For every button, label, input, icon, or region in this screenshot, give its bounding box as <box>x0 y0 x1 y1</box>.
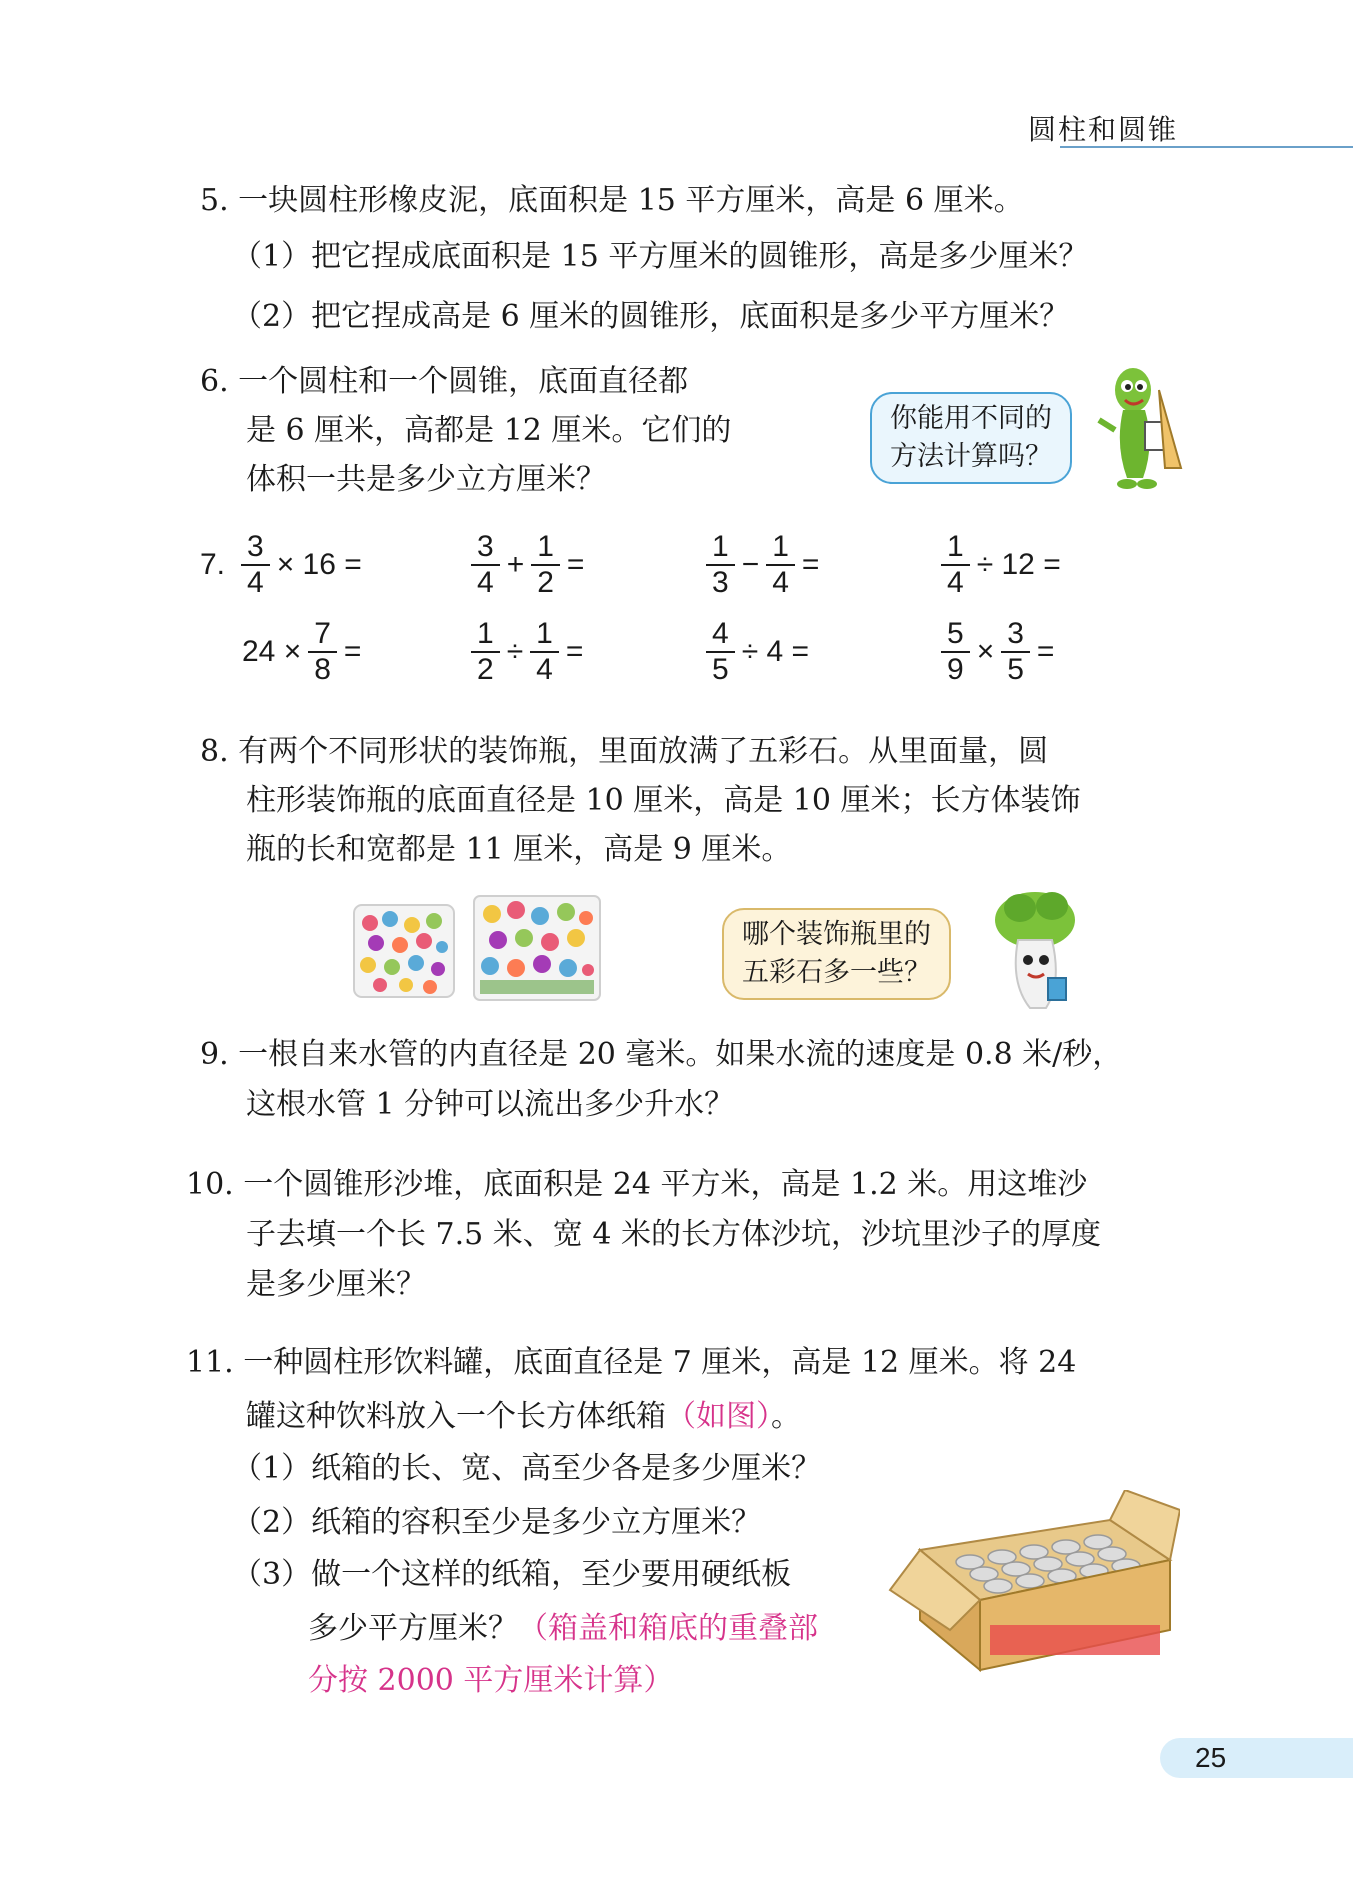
q7-expr2 <box>470 530 584 600</box>
q7-expr1 <box>240 530 362 600</box>
bubble-q8-line2: 五彩石多一些？ <box>742 957 931 988</box>
q10-line1: 10. 一个圆锥形沙堆，底面积是 24 平方米，高是 1.2 米。用这堆沙 <box>186 1167 1088 1202</box>
page-number: 25 <box>1195 1742 1227 1773</box>
q11-sub3: （3）做一个这样的纸箱，至少要用硬纸板 <box>232 1557 792 1592</box>
operator: − <box>741 548 760 581</box>
q7-expr7 <box>705 617 809 687</box>
q8-line2: 柱形装饰瓶的底面直径是 10 厘米，高是 10 厘米；长方体装饰 <box>246 783 1081 818</box>
q11-sub3-line2 <box>308 1604 818 1654</box>
fraction: $\frac{1}{3}$ <box>709 530 732 600</box>
cylinder-jar-icon <box>350 895 460 1010</box>
page-number-tab <box>1160 1738 1353 1778</box>
q11-sub3-text: 多少平方厘米？ <box>308 1611 518 1646</box>
q11-sub2: （2）纸箱的容积至少是多少立方厘米？ <box>232 1505 762 1540</box>
q11-line2-end: 。 <box>771 1399 801 1434</box>
q8-line3: 瓶的长和宽都是 11 厘米，高是 9 厘米。 <box>246 832 792 867</box>
operator: + <box>506 548 525 581</box>
chapter-title: 圆柱和圆锥 <box>1027 113 1178 146</box>
q7-expr5 <box>242 617 361 687</box>
q11-line2-text: 罐这种饮料放入一个长方体纸箱 <box>246 1399 666 1434</box>
q5-line1: 5. 一块圆柱形橡皮泥，底面积是 15 平方厘米，高是 6 厘米。 <box>200 183 1024 218</box>
q6-line3: 体积一共是多少立方厘米？ <box>246 462 606 497</box>
fraction: $\frac{4}{5}$ <box>709 617 732 687</box>
equals: = <box>1036 635 1055 668</box>
q7-label: 7. <box>200 548 226 581</box>
q9-line1: 9. 一根自来水管的内直径是 20 毫米。如果水流的速度是 0.8 米/秒， <box>200 1037 1123 1072</box>
fraction: $\frac{5}{9}$ <box>944 617 967 687</box>
q11-line2 <box>246 1392 801 1442</box>
expr-text: 24 × <box>242 635 302 668</box>
q7-expr8 <box>940 617 1054 687</box>
expr-text: × 16 = <box>276 548 362 581</box>
bubble-q6-line1: 你能用不同的 <box>890 403 1052 434</box>
q5-sub2: （2）把它捏成高是 6 厘米的圆锥形，底面积是多少平方厘米？ <box>232 299 1070 334</box>
q5-sub1: （1）把它捏成底面积是 15 平方厘米的圆锥形，高是多少厘米？ <box>232 239 1089 274</box>
cuboid-jar-icon <box>470 888 605 1010</box>
q6-line1: 6. 一个圆柱和一个圆锥，底面直径都 <box>200 364 689 399</box>
expr-text: ÷ 12 = <box>976 548 1061 581</box>
equals: = <box>801 548 820 581</box>
cucumber-mascot-icon <box>1085 360 1195 500</box>
equals: = <box>565 635 584 668</box>
q11-sub1: （1）纸箱的长、宽、高至少各是多少厘米？ <box>232 1451 822 1486</box>
q11-figure-ref: （如图） <box>666 1399 771 1434</box>
q10-line3: 是多少厘米？ <box>246 1267 426 1302</box>
q7-expr3 <box>705 530 819 600</box>
fraction: $\frac{1}{4}$ <box>769 530 792 600</box>
box-of-cans-icon <box>880 1490 1180 1675</box>
speech-bubble-q8 <box>722 908 951 1000</box>
q6-line2: 是 6 厘米，高都是 12 厘米。它们的 <box>246 413 732 448</box>
q7-expr6 <box>470 617 583 687</box>
q7-expr4 <box>940 530 1061 600</box>
bubble-q8-line1: 哪个装饰瓶里的 <box>742 919 931 950</box>
q8-line1: 8. 有两个不同形状的装饰瓶，里面放满了五彩石。从里面量，圆 <box>200 734 1049 769</box>
speech-bubble-q6 <box>870 392 1072 484</box>
q9-line2: 这根水管 1 分钟可以流出多少升水？ <box>246 1087 735 1122</box>
fraction: $\frac{1}{2}$ <box>474 617 497 687</box>
operator: × <box>976 635 995 668</box>
equals: = <box>566 548 585 581</box>
operator: ÷ <box>506 635 524 668</box>
fraction: $\frac{3}{4}$ <box>474 530 497 600</box>
header-rule <box>1060 146 1353 148</box>
q11-line1: 11. 一种圆柱形饮料罐，底面直径是 7 厘米，高是 12 厘米。将 24 <box>186 1345 1077 1380</box>
bubble-q6-line2: 方法计算吗？ <box>890 441 1052 472</box>
q11-sub3-note: （箱盖和箱底的重叠部 <box>518 1611 818 1646</box>
fraction: $\frac{7}{8}$ <box>311 617 334 687</box>
q10-line2: 子去填一个长 7.5 米、宽 4 米的长方体沙坑，沙坑里沙子的厚度 <box>246 1217 1101 1252</box>
fraction: $\frac{3}{5}$ <box>1004 617 1027 687</box>
equals: = <box>343 635 362 668</box>
fraction: $\frac{1}{4}$ <box>944 530 967 600</box>
q11-sub3-note2: 分按 2000 平方厘米计算） <box>308 1663 674 1698</box>
fraction: $\frac{1}{2}$ <box>534 530 557 600</box>
fraction: $\frac{1}{4}$ <box>533 617 556 687</box>
expr-text: ÷ 4 = <box>741 635 810 668</box>
fraction: $\frac{3}{4}$ <box>244 530 267 600</box>
cabbage-mascot-icon <box>990 888 1080 1018</box>
